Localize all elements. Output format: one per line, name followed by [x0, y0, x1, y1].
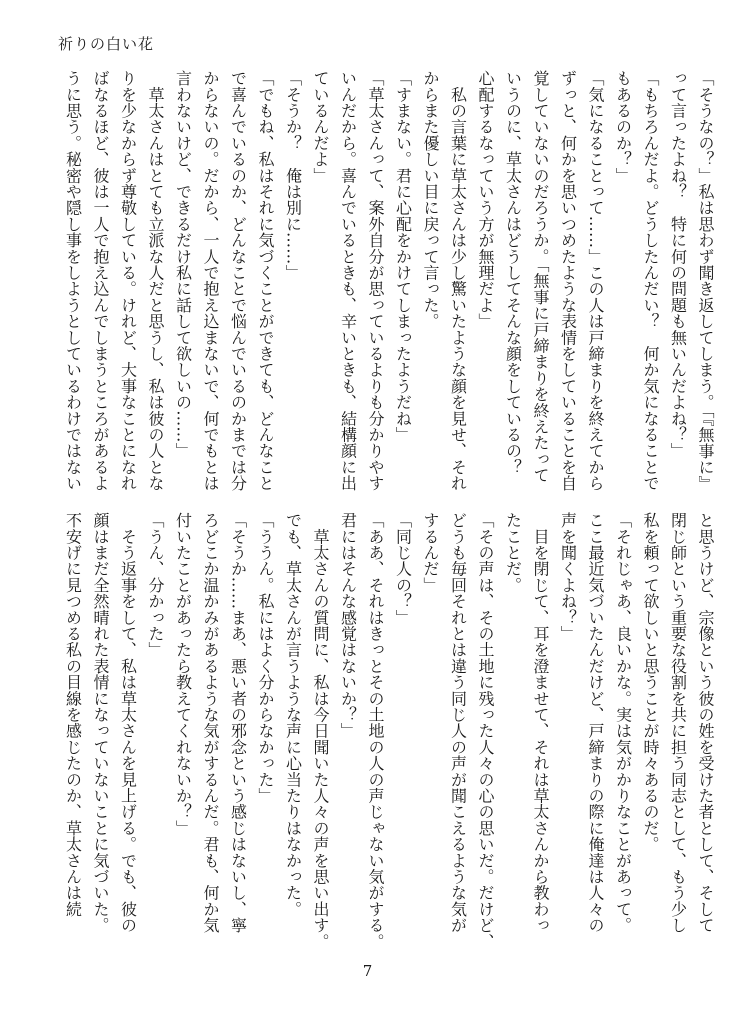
- text-line: で喜んでいるのか、どんなことで悩んでいるのかまでは分: [228, 70, 248, 492]
- text-line: 「そうなの？」私は思わず聞き返してしまう。「『無事に』: [696, 70, 715, 492]
- text-line: 私を頼って欲しいと思うことが時々あるのだ。: [641, 512, 660, 853]
- text-block-bottom: [59, 512, 719, 950]
- text-line: もあるのか？」: [613, 70, 633, 184]
- text-line: 覚していないのだろうか。「無事に戸締まりを終えたって: [531, 70, 550, 484]
- text-line: ているんだよ」: [311, 70, 330, 184]
- text-line: りを少なからず尊敬している。けれど、大事なことになれ: [118, 70, 138, 492]
- text-line: うに思う。秘密や隠し事をしようとしているわけではない: [63, 70, 83, 492]
- text-line: でも、草太さんが言うような声に心当たりはなかった。: [283, 512, 303, 917]
- running-title: 祈りの白い花: [58, 35, 155, 53]
- text-line: 閉じ師という重要な役割を共に担う同志として、もう少し: [668, 512, 688, 934]
- text-line: 「同じ人の？」: [393, 512, 413, 626]
- text-line: ばなるほど、彼は一人で抱え込んでしまうところがあるよ: [91, 70, 110, 492]
- text-line: どうも毎回それとは違う同じ人の声が聞こえるような気が: [448, 512, 468, 934]
- text-line: ずっと、何かを思いつめたような表情をしていることを自: [558, 70, 578, 492]
- text-line: 君にはそんな感覚はないか？」: [338, 512, 358, 739]
- text-line: 「そうか……まあ、悪い者の邪念という感じはないし、寧: [228, 512, 248, 934]
- text-line: 不安げに見つめる私の目線を感じたのか、草太さんは続: [63, 512, 83, 917]
- text-line: 「ああ、それはきっとその土地の人の声じゃない気がする。: [366, 512, 385, 950]
- text-line: と思うけど、宗像という彼の姓を受けた者として、そして: [696, 512, 715, 934]
- text-line: 「ううん。私にはよく分からなかった」: [256, 512, 275, 804]
- text-line: 草太さんの質問に、私は今日聞いた人々の声を思い出す。: [311, 512, 330, 950]
- text-line: からまた優しい目に戻って言った。: [421, 70, 440, 330]
- text-line: 「すまない。君に心配をかけてしまったようだね」: [393, 70, 413, 443]
- text-line: 草太さんはとても立派な人だと思うし、私は彼の人とな: [146, 70, 165, 492]
- text-line: いんだから。喜んでいるときも、辛いときも、結構顔に出: [338, 70, 358, 492]
- text-line: 「うん、分かった」: [146, 512, 165, 658]
- text-line: 付いたことがあったら教えてくれないか？」: [173, 512, 193, 836]
- text-line: 「その声は、その土地に残った人々の心の思いだ。だけど、: [476, 512, 495, 950]
- text-line: 「気になることって……」この人は戸締まりを終えてから: [586, 70, 605, 492]
- text-line: 「もちろんだよ。どうしたんだい？ 何か気になることで: [641, 70, 660, 492]
- text-line: いうのに、草太さんはどうしてそんな顔をしているの？: [503, 70, 523, 475]
- text-line: 言わないけど、できるだけ私に話して欲しいの……」: [173, 70, 193, 459]
- text-line: 私の言葉に草太さんは少し驚いたような顔を見せ、それ: [448, 70, 468, 492]
- text-line: って言ったよね？ 特に何の問題も無いんだよね？」: [668, 70, 688, 459]
- text-line: ここ最近気づいたんだけど、戸締まりの際に俺達は人々の: [586, 512, 605, 934]
- text-line: からないの。だから、一人で抱え込まないで、何でもとは: [201, 70, 220, 492]
- text-line: 「そうか？ 俺は別に……」: [283, 70, 303, 281]
- text-line: 「草太さんって、案外自分が思っているよりも分かりやす: [366, 70, 385, 492]
- text-line: 目を閉じて、耳を澄ませて、それは草太さんから教わっ: [531, 512, 550, 934]
- text-line: 心配するなっていう方が無理だよ」: [476, 70, 495, 330]
- text-line: ろどこか温かみがあるような気がするんだ。君も、何か気: [201, 512, 220, 934]
- text-line: 「それじゃあ、良いかな。実は気がかりなことがあって。: [613, 512, 633, 934]
- text-block-top: [59, 70, 719, 498]
- text-line: そう返事をして、私は草太さんを見上げる。でも、彼の: [118, 512, 138, 934]
- text-line: たことだ。: [503, 512, 523, 593]
- page-number: 7: [362, 962, 373, 980]
- text-line: 声を聞くよね？」: [558, 512, 578, 642]
- text-line: するんだ」: [421, 512, 440, 593]
- text-line: 「でもね、私はそれに気づくことができても、どんなこと: [256, 70, 275, 492]
- text-line: 顔はまだ全然晴れた表情になっていないことに気づいた。: [91, 512, 110, 934]
